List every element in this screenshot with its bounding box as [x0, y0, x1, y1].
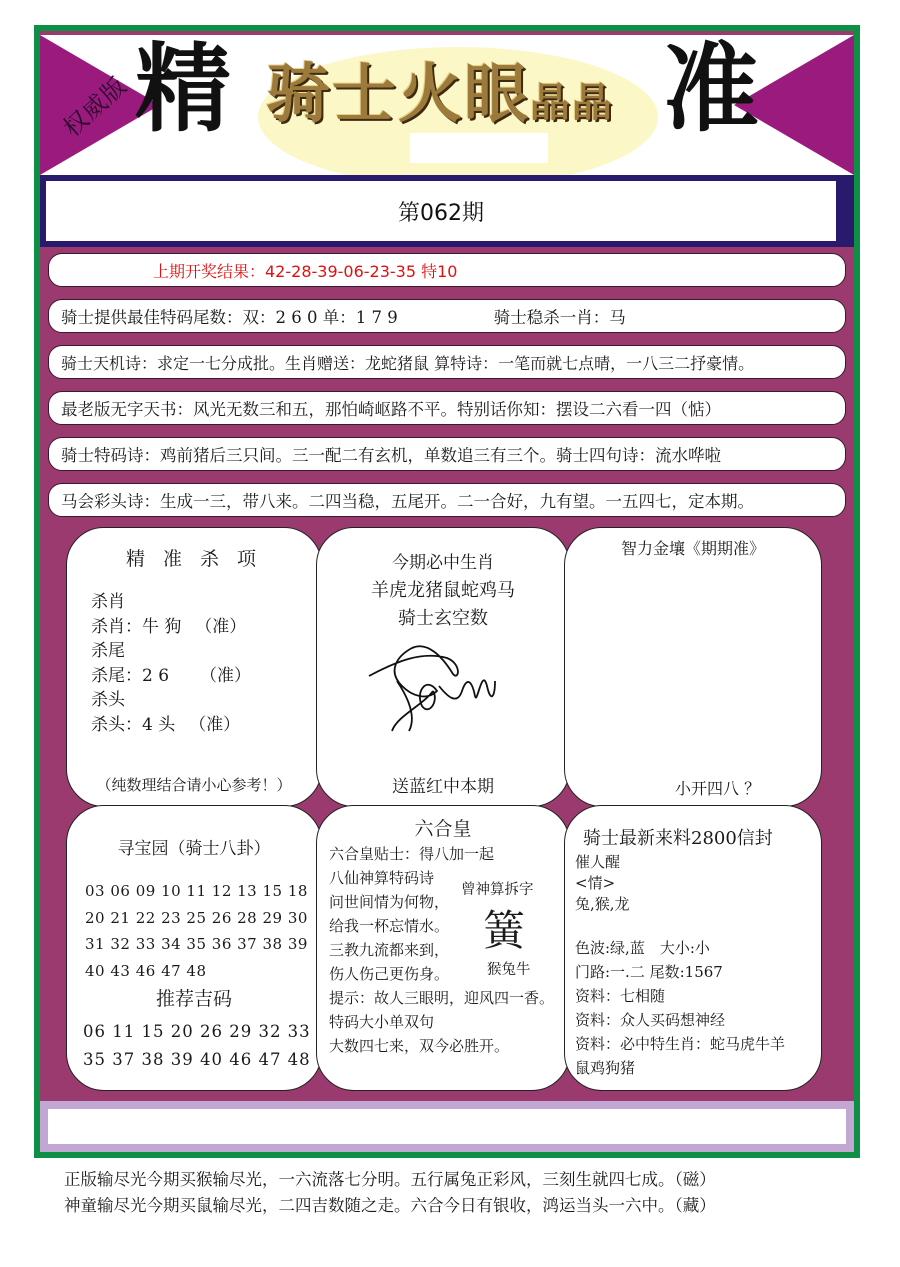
liuhe-box: [316, 805, 570, 1091]
tianji-poem-row: 骑士天机诗：求定一七分成批。生肖赠送：龙蛇猪鼠 算特诗：一笔而就七点晴，一八三二抒豪情。: [48, 345, 846, 379]
outer-frame: [34, 25, 860, 1158]
liuhe-title: 六合皇: [414, 818, 472, 840]
wisdom-title: 智力金壤《期期准》: [620, 539, 765, 558]
split-title: 曾神算拆字: [461, 882, 534, 898]
latest-title: 骑士最新来料2800信封: [583, 828, 773, 849]
kill-line: 杀头: [91, 690, 125, 710]
treasure-box: [66, 805, 322, 1091]
liuhe-line: 特码大小单双句: [329, 1013, 435, 1031]
latest-detail: 门路:一.二 尾数:1567: [575, 963, 723, 981]
wordless-book-row: 最老版无字天书：风光无数三和五，那怕崎岖路不平。特别话你知：摆设二六看一四（惦）: [48, 391, 846, 425]
tail-numbers: 骑士提供最佳特码尾数：双：2 6 0 单：1 7 9: [61, 308, 398, 327]
latest-detail: 资料：七相随: [575, 987, 666, 1005]
zodiac-line-1: 今期必中生肖: [392, 553, 494, 573]
zodiac-line-3: 骑士玄空数: [398, 608, 488, 629]
latest-box: [564, 805, 822, 1091]
bottom-blank-panel: [48, 1109, 846, 1144]
split-char: 簧: [483, 906, 526, 955]
header-banner: [40, 35, 854, 175]
number-row: 20 21 22 23 25 26 28 29 30: [85, 908, 308, 927]
header-right-char: 准: [663, 35, 759, 145]
lucky-row: 35 37 38 39 40 46 47 48: [83, 1050, 311, 1069]
latest-detail: 资料：必中特生肖：蛇马虎牛羊: [575, 1035, 786, 1053]
liuhe-line: 三教九流都来到，: [329, 941, 450, 959]
kill-line: 杀头：4 头 （准）: [91, 714, 241, 735]
wisdom-bottom: 小开四八 ？: [675, 779, 761, 798]
page-title: [266, 57, 614, 132]
kill-note: （纯数理结合请小心参考！）: [96, 776, 292, 794]
special-poem-row: 骑士特码诗：鸡前猪后三只间。三一配二有玄机，单数追三有三个。骑士四句诗：流水哗啦: [48, 437, 846, 471]
latest-detail: 资料：众人买码想神经: [575, 1011, 726, 1029]
latest-detail: 色波:绿,蓝 大小:小: [575, 939, 710, 957]
kill-line: 杀肖: [91, 592, 125, 612]
number-row: 40 43 46 47 48: [85, 961, 207, 980]
horse-club-row: 马会彩头诗：生成一三，带八来。二四当稳，五尾开。二一合好，九有望。一五四七，定本期。: [48, 483, 846, 517]
kill-one-zodiac: 骑士稳杀一肖：马: [493, 308, 626, 327]
lucky-title: 推荐吉码: [155, 988, 232, 1010]
wisdom-box: [564, 527, 822, 807]
latest-lines: [575, 852, 630, 915]
title-small: 晶晶: [530, 79, 614, 126]
blank-patch: [410, 133, 548, 163]
liuhe-line: 给我一杯忘情水。: [329, 917, 450, 935]
kill-line: 杀尾：2 6 （准）: [91, 665, 251, 686]
footer-line-1: 正版输尽光今期买猴输尽光，一六流落七分明。五行属兔正彩风，三刻生就四七成。（磁）: [64, 1170, 716, 1189]
kill-items-box: [66, 527, 322, 807]
split-answer: 猴兔牛: [487, 962, 531, 978]
liuhe-line: 八仙神算特码诗: [329, 869, 435, 887]
latest-line: 催人醒: [575, 853, 621, 871]
signature-scribble-icon: [367, 636, 507, 736]
lucky-row: 06 11 15 20 26 29 32 33: [83, 1022, 311, 1041]
kill-list: [91, 590, 251, 737]
treasure-numbers: [85, 878, 308, 984]
main-panel: [40, 31, 854, 1152]
latest-line: 兔,猴,龙: [575, 895, 630, 913]
treasure-title: 寻宝园（骑士八卦）: [117, 839, 271, 859]
footer-line-2: 神童输尽光今期买鼠输尽光，二四吉数随之走。六合今日有银收，鸿运当头一六中。（藏）: [64, 1196, 716, 1215]
last-result-row: 上期开奖结果：42-28-39-06-23-35 特10: [48, 253, 846, 287]
issue-bar: [40, 175, 854, 247]
bottom-band: [40, 1101, 854, 1152]
liuhe-line: 问世间情为何物，: [329, 893, 450, 911]
kill-line: 杀肖：牛 狗 （准）: [91, 616, 247, 637]
zodiac-bottom: 送蓝红中本期: [392, 777, 494, 797]
number-row: 31 32 33 34 35 36 37 38 39: [85, 935, 308, 953]
tail-numbers-row: [48, 299, 846, 333]
lucky-numbers: [83, 1018, 311, 1074]
kill-box-title: 精 准 杀 项: [125, 548, 263, 570]
issue-number: 第062期: [46, 181, 836, 241]
liuhe-line: 伤人伤己更伤身。: [329, 965, 450, 983]
liuhe-line: 大数四七来，双今必胜开。: [329, 1037, 510, 1055]
latest-line: <情>: [575, 874, 616, 892]
zodiac-box: [316, 527, 570, 807]
title-main: 骑士火眼: [266, 57, 530, 132]
edition-badge: 权威版: [58, 71, 133, 143]
kill-line: 杀尾: [91, 641, 125, 661]
liuhe-line: 六合皇贴士：得八加一起: [329, 845, 495, 863]
latest-details: [575, 936, 785, 1080]
zodiac-animals: 羊虎龙猪鼠蛇鸡马: [371, 580, 515, 601]
latest-detail: 鼠鸡狗猪: [575, 1059, 636, 1077]
number-row: 03 06 09 10 11 12 13 15 18: [85, 882, 308, 900]
header-left-char: 精: [135, 35, 231, 145]
liuhe-line: 提示：故人三眼明，迎风四一香。: [329, 989, 555, 1007]
